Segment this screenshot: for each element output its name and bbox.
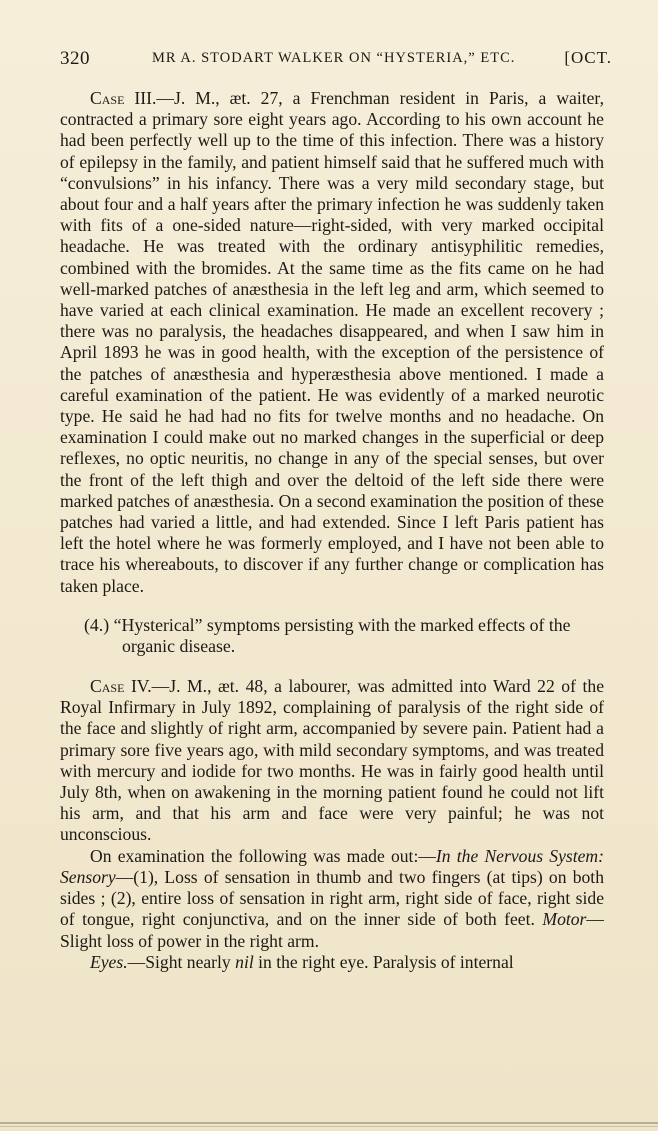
case-iv-paragraph	[60, 676, 604, 846]
eyes-paragraph	[60, 952, 604, 973]
case-iv-label: Case IV.	[90, 676, 152, 697]
nervous-system-label: In the Nervous System: Sensory	[60, 845, 604, 887]
body-text	[60, 88, 604, 973]
header-month: [OCT.	[564, 48, 612, 67]
case-iii-text: —J. M., æt. 27, a Frenchman resident in Paris, a waiter, contracted a primary sore eight years ago. According to his own account he had been perfectly well up to the time of this infection. There was a history of epilepsy in the family, and patient himself said that he suffered much with “convulsions” in his infancy. There was a very mild secondary stage, but about four and a half years after the primary infection he was suddenly taken with fits of a one-sided nature—right-sided, with very marked occipital headache. He was treated with the ordinary antisyphilitic remedies, combined with the bromides. At the same time as the fits came on he had well-marked patches of anæsthesia in the left leg and arm, which seemed to have varied at each clinical examination. He made an excellent recovery ; there was no paralysis, the headaches disappeared, and when I saw him in April 1893 he was in good health, with the exception of the persistence of the patches of anæsthesia and hyperæsthesia above mentioned. I made a careful examination of the patient. He was evidently of a marked neurotic type. He said he had had no fits for twelve months and no headache. On examination I could make out no marked changes in the superficial or deep reflexes, no optic neuritis, no change in any of the special senses, but over the front of the left thigh and over the deltoid of the left side there were marked patches of anæsthesia. On a second examination the position of these patches had varied a little, and had extended. Since I left Paris patient has left the hotel where he was formerly employed, and I have not been able to trace his whereabouts, to discover if any further change or complication has taken place.	[60, 88, 604, 596]
sensory-text: —(1), Loss of sensation in thumb and two fingers (at tips) on both sides ; (2), entire loss of sensation in right arm, right side of face, right side of tongue, right conjunctiva, and on the inner side of both feet.	[60, 866, 604, 930]
running-header	[60, 48, 612, 74]
page-number: 320	[60, 48, 90, 69]
case-iii-label: Case III.	[90, 88, 157, 108]
motor-text: —Slight loss of power in the right arm.	[60, 909, 604, 951]
examination-paragraph	[60, 846, 604, 952]
case-iii-paragraph	[60, 88, 604, 597]
exam-intro: On examination the following was made out:—	[90, 845, 436, 866]
eyes-nil: nil	[235, 951, 254, 972]
motor-label: Motor	[542, 909, 587, 930]
page-bottom-rule-secondary	[0, 1126, 658, 1127]
page-bottom-rule	[0, 1122, 658, 1124]
section-4-heading: (4.) “Hysterical” symptoms persisting with the marked effects of the organic disease.	[84, 614, 571, 657]
eyes-text-2: in the right eye. Paralysis of internal	[253, 951, 514, 972]
running-title: MR A. STODART WALKER ON “HYSTERIA,” ETC.	[152, 50, 516, 66]
eyes-text-1: —Sight nearly	[127, 951, 236, 972]
case-iv-text: —J. M., æt. 48, a labourer, was admitted into Ward 22 of the Royal Infirmary in July 1892, complaining of paralysis of the right side of the face and slightly of right arm, accompanied by severe pain. Patient had a primary sore five years ago, with mild secondary symptoms, and was treated with mercury and iodide for two months. He was in fairly good health until July 8th, when on awakening in the morning patient found he could not lift his arm, and that his arm and face were very painful; he was not unconscious.	[60, 676, 605, 845]
eyes-label: Eyes.	[90, 951, 128, 972]
